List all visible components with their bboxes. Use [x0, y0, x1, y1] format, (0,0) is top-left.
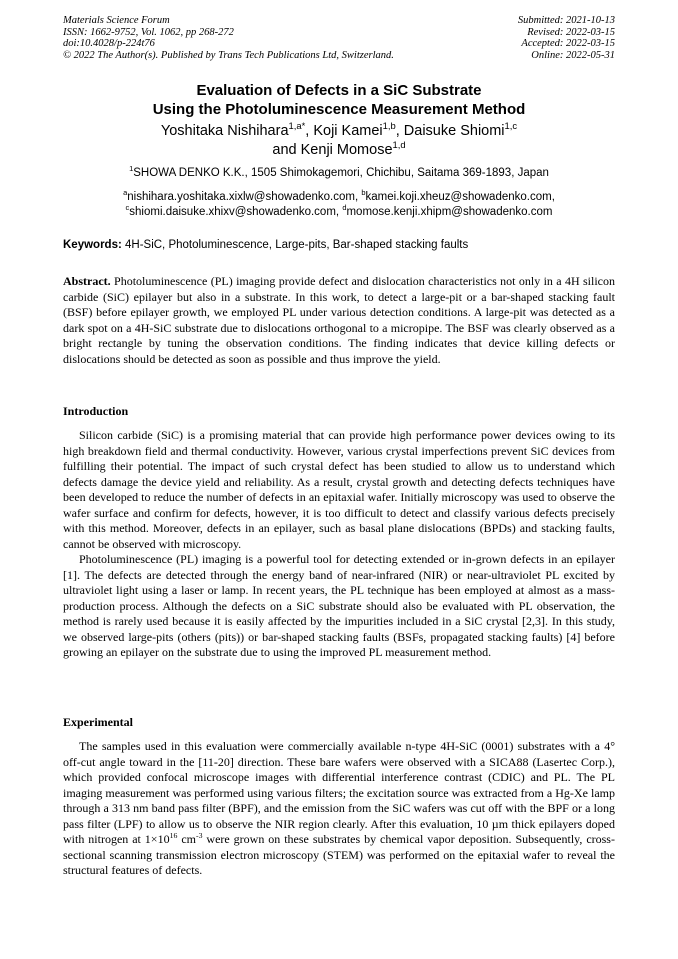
keywords-text: 4H-SiC, Photoluminescence, Large-pits, Bar-shaped stacking faults [121, 239, 469, 251]
section-heading-experimental: Experimental [63, 715, 133, 729]
author-affil-mark: 1,b [382, 120, 396, 132]
paragraph-text: were grown on these substrates by chemical vapor deposition. Subsequently, cross-sectional scanning transmission electron microscopy (STEM) was performed on the epitaxial wafer to reveal the structural features of defects. [63, 832, 615, 877]
affiliation-mark: 1 [129, 164, 134, 174]
affiliation [0, 166, 678, 180]
author-affil-mark: 1,c [504, 120, 518, 132]
email-link[interactable]: nishihara.yoshitaka.xixlw@showadenko.com, [127, 191, 362, 203]
title-line-1: Evaluation of Defects in a SiC Substrate [196, 82, 482, 99]
author-affil-mark: 1,d [392, 139, 406, 151]
author-name: Daisuke Shiomi [403, 123, 505, 139]
journal-header-left [63, 15, 394, 61]
abstract-text: Photoluminescence (PL) imaging provide defect and dislocation characteristics not only in a 4H silicon carbide (SiC) epilayer but also in a substrate. In this work, to detect a large-pit or a bar-shaped stacking fault (BSF) before epilayer growth, we employed PL under various detection conditions. A large-pit was detected as a dark spot on a 4H-SiC substrate due to dislocations orthogonal to a micropipe. The BSF was clearly observed as a bright rectangle by tuning the observation conditions. The finding indicates that device killing defects or dislocations should be detected as soon as possible and thus improve the yield. [63, 274, 615, 366]
author-name: Yoshitaka Nishihara [160, 123, 289, 139]
journal-issn: ISSN: 1662-9752, Vol. 1062, pp 268-272 [63, 26, 234, 38]
date-submitted: Submitted: 2021-10-13 [517, 15, 615, 26]
abstract [63, 274, 615, 367]
paragraph: Silicon carbide (SiC) is a promising material that can provide high performance power devices owing to its high breakdown field and thermal conductivity. However, various crystal imperfections prevent SiC devices from fulfilling their potential. The impact of such crystal defect has been studied to allow us to understand which defects damage the device yield and reliability. As a result, crystal growth and detecting defects techniques have been developed to reduce the number of defects in an epitaxial wafer. Initially microscopy was used to observe the wafer surface and confirm for defects, however, it is too difficult to detect and classify various defects precisely with this method. Moreover, defects in an epilayer, such as basal plane dislocations (BPDs) and stacking faults, cannot be observed with microscopy. [63, 428, 615, 551]
date-online: Online: 2022-05-31 [531, 49, 615, 61]
keywords-label: Keywords: [63, 239, 122, 251]
email-link[interactable]: momose.kenji.xhipm@showadenko.com [346, 205, 553, 218]
journal-doi: doi:10.4028/p-224t76 [63, 38, 155, 50]
paragraph: Photoluminescence (PL) imaging is a powerful tool for detecting extended or in-grown defects in an epilayer [1]. The defects are detected through the energy band of near-infrared (NIR) or near-ultraviolet PL excited by ultraviolet light using a laser or lamp. In recent years, the PL technique has been employed at almost as a mass-production process. Although the defects on a SiC substrate should also be evaluated with PL observation, the method is rarely used because it is easily affected by the impurities included in a SiC crystal [2,3]. In this study, we observed large-pits (others (pits)) or bar-shaped stacking faults (BSFs, propagated stacking faults) [4] before growing an epilayer on the substrate due to using the improved PL measurement method. [63, 552, 615, 659]
date-revised: Revised: 2022-03-15 [527, 26, 615, 38]
author-affil-mark: 1,a* [288, 120, 306, 132]
paper-title [0, 81, 678, 119]
keywords [63, 238, 623, 252]
introduction-body [63, 428, 615, 661]
author-separator: , [305, 123, 314, 139]
email-link[interactable]: kamei.koji.xheuz@showadenko.com, [365, 191, 555, 203]
author-name: Kenji Momose [300, 142, 393, 158]
email-line-1 [0, 190, 678, 205]
author-name: Koji Kamei [313, 123, 383, 139]
paragraph [63, 739, 615, 879]
paragraph-text: cm [177, 832, 196, 846]
journal-copyright: © 2022 The Author(s). Published by Trans Tech Publications Ltd, Switzerland. [63, 49, 394, 61]
paragraph-text: The samples used in this evaluation were commercially available n-type 4H-SiC (0001) substrates with a 4° off-cut angle toward in the [11-20] direction. These bare wafers were observed with a SICA88 (Lasertec Corp.), which provided confocal microscope images with differential interference contrast (CDIC) and PL. The PL imaging measurement was performed using various filters; the excitation source was extracted from a Hg-Xe lamp through a 313 nm band pass filter (BPF), and the emission from the SiC wafers was cut off with the BPF or a long pass filter (LPF) to allow us to observe the NIR region clearly. After this evaluation, 10 µm thick epilayers doped with nitrogen at 1×10 [63, 739, 615, 846]
author-list [0, 122, 678, 160]
experimental-body [63, 739, 615, 879]
email-mark: a [123, 188, 128, 198]
email-line-2 [0, 202, 678, 220]
email-mark: d [342, 202, 347, 212]
email-link[interactable]: shiomi.daisuke.xhixv@showadenko.com, [129, 205, 343, 218]
abstract-label: Abstract. [63, 274, 111, 288]
journal-header-right [518, 15, 615, 61]
exponent: 16 [169, 831, 178, 840]
author-line-2 [0, 141, 678, 160]
author-line-1 [0, 122, 678, 141]
email-mark: b [361, 188, 366, 198]
author-conjunction: and [272, 142, 301, 158]
title-line-2: Using the Photoluminescence Measurement Method [152, 101, 526, 118]
exponent: -3 [195, 831, 203, 840]
date-accepted: Accepted: 2022-03-15 [521, 38, 615, 50]
affiliation-text: SHOWA DENKO K.K., 1505 Shimokagemori, Chichibu, Saitama 369-1893, Japan [133, 167, 549, 179]
author-separator: , [395, 123, 404, 139]
email-mark: c [125, 202, 130, 212]
section-heading-introduction: Introduction [63, 404, 129, 418]
author-emails [0, 190, 678, 219]
journal-name: Materials Science Forum [63, 15, 170, 26]
